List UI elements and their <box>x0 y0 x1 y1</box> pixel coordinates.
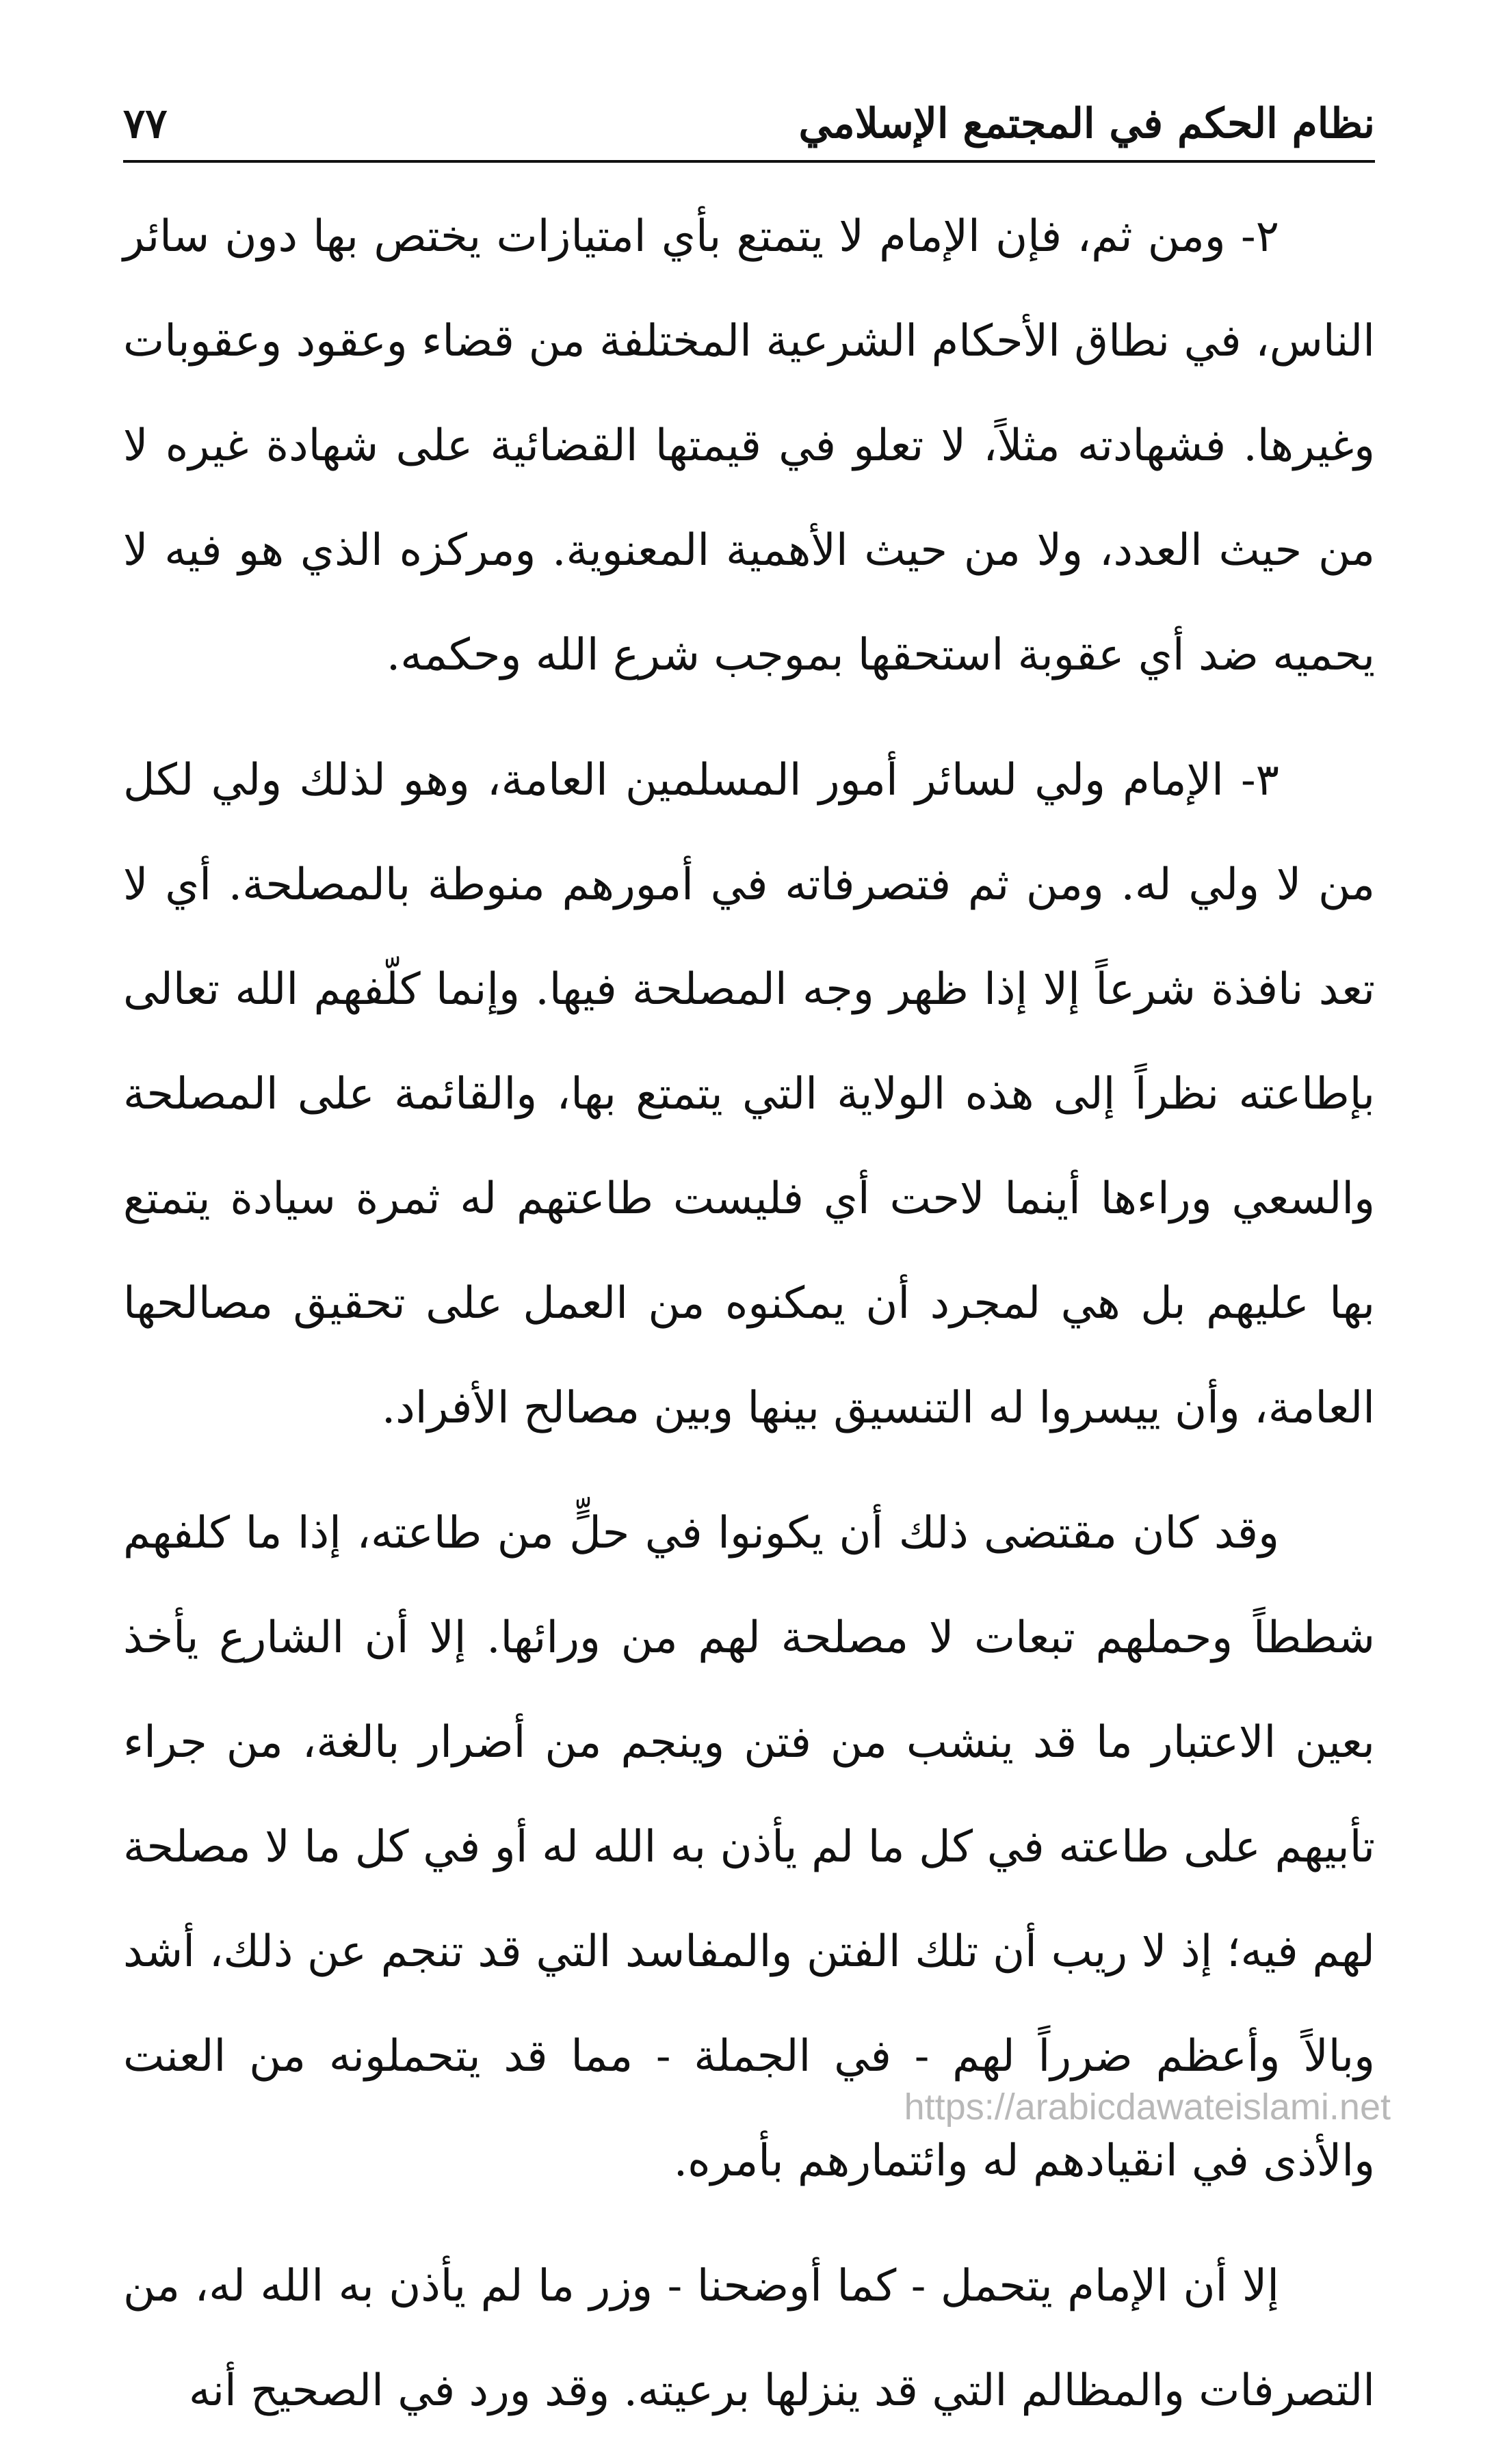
running-title: نظام الحكم في المجتمع الإسلامي <box>798 100 1375 148</box>
paragraph-3: وقد كان مقتضى ذلك أن يكونوا في حلٍّ من طاعته، إذا ما كلفهم شططاً وحملهم تبعات لا مصلحة لهم من ورائها. إلا أن الشارع يأخذ بعين الاعتبار ما قد ينشب من فتن وينجم من أضرار بالغة، من جراء تأبيهم على طاعته في كل ما لم يأذن به الله له أو في كل ما لا مصلحة لهم فيه؛ إذ لا ريب أن تلك الفتن والمفاسد التي قد تنجم عن ذلك، أشد وبالاً وأعظم ضرراً لهم - في الجملة - مما قد يتحملونه من العنت والأذى في انقيادهم له وائتمارهم بأمره. <box>123 1508 1376 2186</box>
watermark-url: https://arabicdawateislami.net <box>904 2087 1391 2128</box>
page-number: ٧٧ <box>123 100 168 148</box>
header-rule <box>123 160 1375 163</box>
paragraph-2: ٣- الإمام ولي لسائر أمور المسلمين العامة، وهو لذلك ولي لكل من لا ولي له. ومن ثم فتصرفاته في أمورهم منوطة بالمصلحة. أي لا تعد نافذة شرعاً إلا إذا ظهر وجه المصلحة فيها. وإنما كلّفهم الله تعالى بإطاعته نظراً إلى هذه الولاية التي يتمتع بها، والقائمة على المصلحة والسعي وراءها أينما لاحت أي فليست طاعتهم له ثمرة سيادة يتمتع بها عليهم بل هي لمجرد أن يمكنوه من العمل على تحقيق مصالحها العامة، وأن ييسروا له التنسيق بينها وبين مصالح الأفراد. <box>123 755 1375 1433</box>
page-header <box>123 75 1375 157</box>
paragraph-4: إلا أن الإمام يتحمل - كما أوضحنا - وزر ما لم يأذن به الله له، من التصرفات والمظالم التي قد ينزلها برعيته. وقد ورد في الصحيح أنه <box>123 2261 1375 2416</box>
paragraph-1: ٢- ومن ثم، فإن الإمام لا يتمتع بأي امتيازات يختص بها دون سائر الناس، في نطاق الأحكام الشرعية المختلفة من قضاء وعقود وعقوبات وغيرها. فشهادته مثلاً، لا تعلو في قيمتها القضائية على شهادة غيره لا من حيث العدد، ولا من حيث الأهمية المعنوية. ومركزه الذي هو فيه لا يحميه ضد أي عقوبة استحقها بموجب شرع الله وحكمه. <box>123 211 1376 680</box>
